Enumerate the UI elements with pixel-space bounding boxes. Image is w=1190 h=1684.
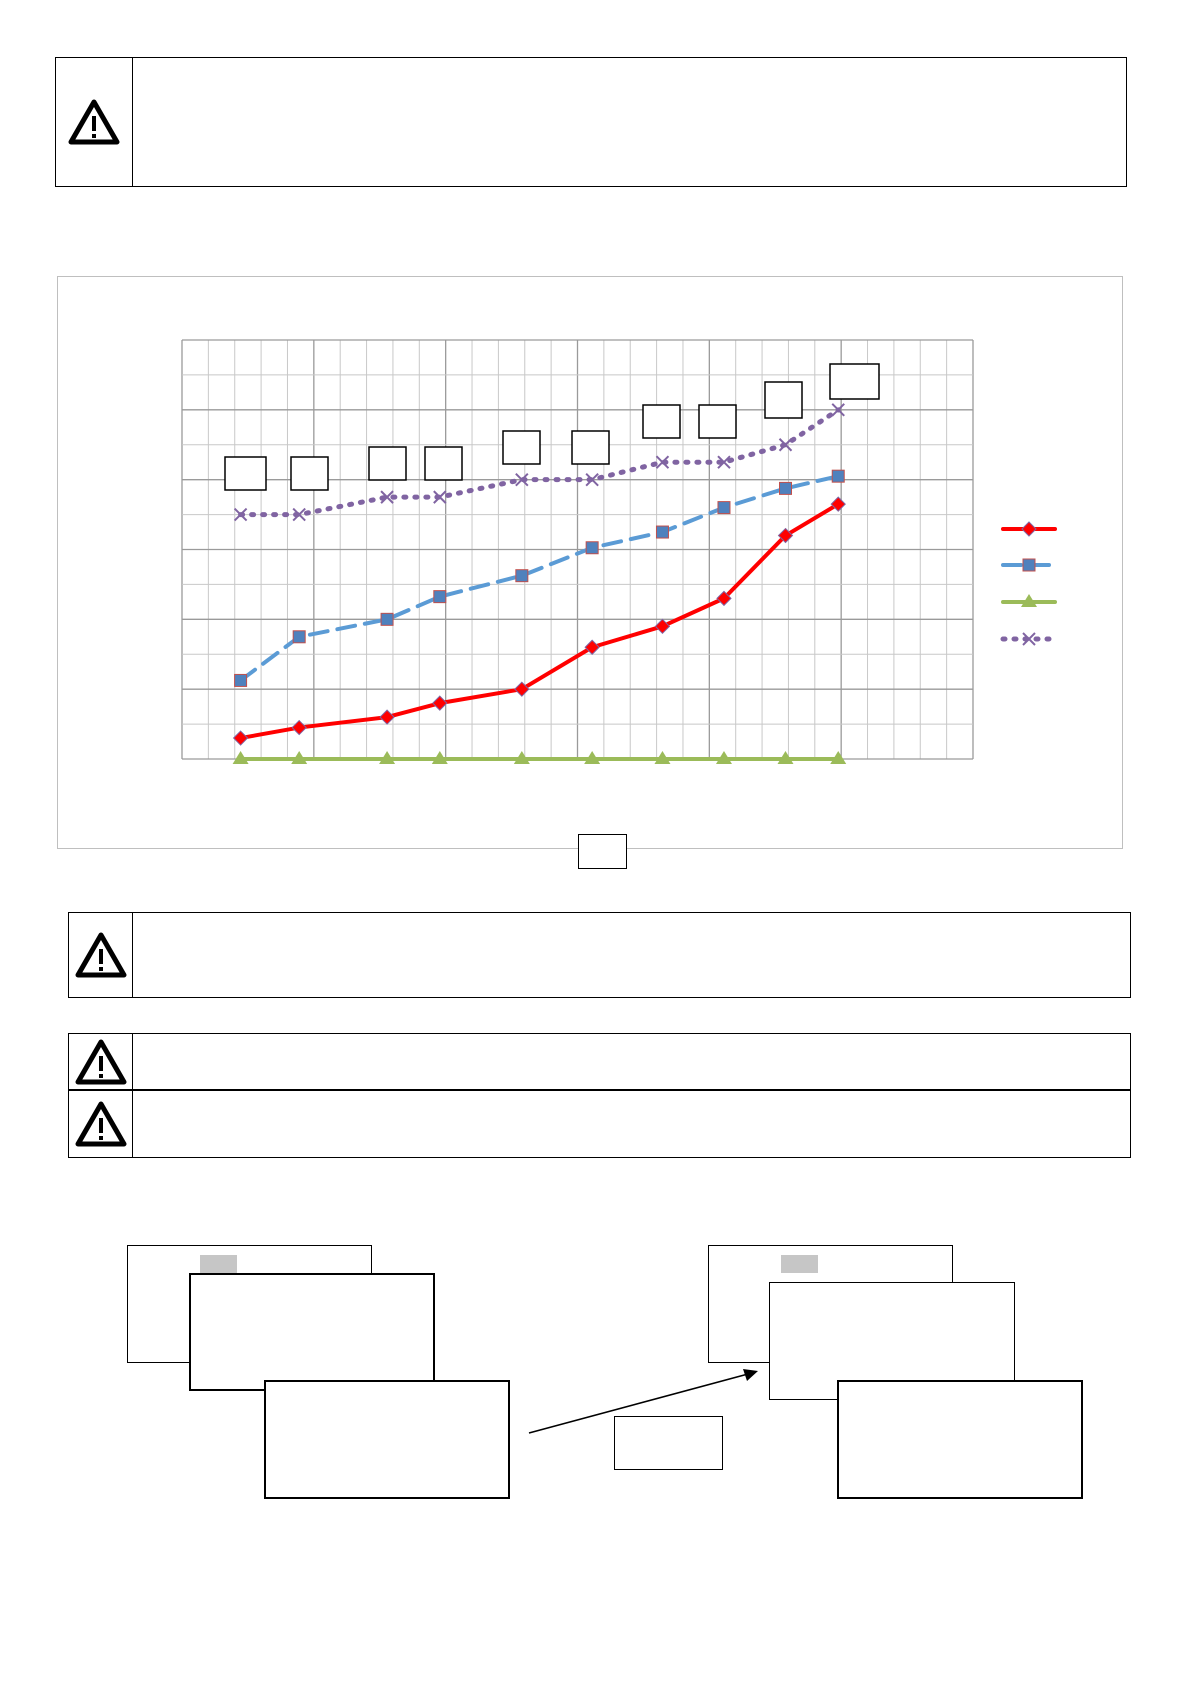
series-2-point [381, 613, 393, 625]
warning-box-3 [68, 1033, 1131, 1091]
warning-text-4 [133, 1090, 1130, 1157]
data-label-box [291, 457, 328, 490]
warning-text-1 [133, 58, 1126, 186]
series-2-point [718, 502, 730, 514]
right-sheet-tab [781, 1255, 818, 1273]
arrow-label-box [614, 1416, 723, 1470]
series-1-line [241, 504, 839, 738]
warning-icon-cell [69, 1034, 133, 1090]
warning-triangle-icon [75, 1101, 127, 1147]
series-1-point [655, 619, 669, 633]
series-1-point [433, 696, 447, 710]
data-label-box [699, 405, 736, 438]
data-label-box [830, 364, 879, 399]
warning-box-2 [68, 912, 1131, 998]
series-2-point [516, 570, 528, 582]
warning-triangle-icon [75, 1039, 127, 1085]
warning-icon-cell [56, 58, 133, 186]
warning-icon-cell [69, 913, 133, 997]
chart-frame [57, 276, 1123, 849]
series-2-point [586, 542, 598, 554]
data-label-box [425, 447, 462, 480]
legend-series-1-marker [1022, 522, 1036, 536]
series-2-point [293, 631, 305, 643]
left-middle-sheet [189, 1273, 435, 1391]
left-sheet-tab [200, 1255, 237, 1273]
legend-series-2-marker [1023, 559, 1035, 571]
warning-triangle-icon [68, 99, 120, 145]
series-2-point [235, 674, 247, 686]
data-label-box [503, 431, 540, 464]
series-2-point [832, 470, 844, 482]
data-label-box [572, 431, 609, 464]
warning-text-2 [133, 913, 1130, 997]
series-2-point [434, 591, 446, 603]
series-1-point [292, 721, 306, 735]
series-2-point [656, 526, 668, 538]
data-label-box [643, 405, 680, 438]
data-label-box [765, 382, 802, 418]
warning-icon-cell [69, 1090, 133, 1157]
series-1-point [380, 710, 394, 724]
line-chart [58, 277, 1124, 850]
series-1-point [234, 731, 248, 745]
data-label-box [225, 457, 266, 490]
axis-caption-box [578, 834, 627, 869]
series-2-point [780, 482, 792, 494]
warning-box-4 [68, 1089, 1131, 1158]
data-label-box [369, 447, 406, 480]
right-front-sheet [837, 1380, 1083, 1499]
warning-box-1 [55, 57, 1127, 187]
warning-triangle-icon [75, 932, 127, 978]
warning-text-3 [133, 1034, 1130, 1090]
left-front-sheet [264, 1380, 510, 1499]
